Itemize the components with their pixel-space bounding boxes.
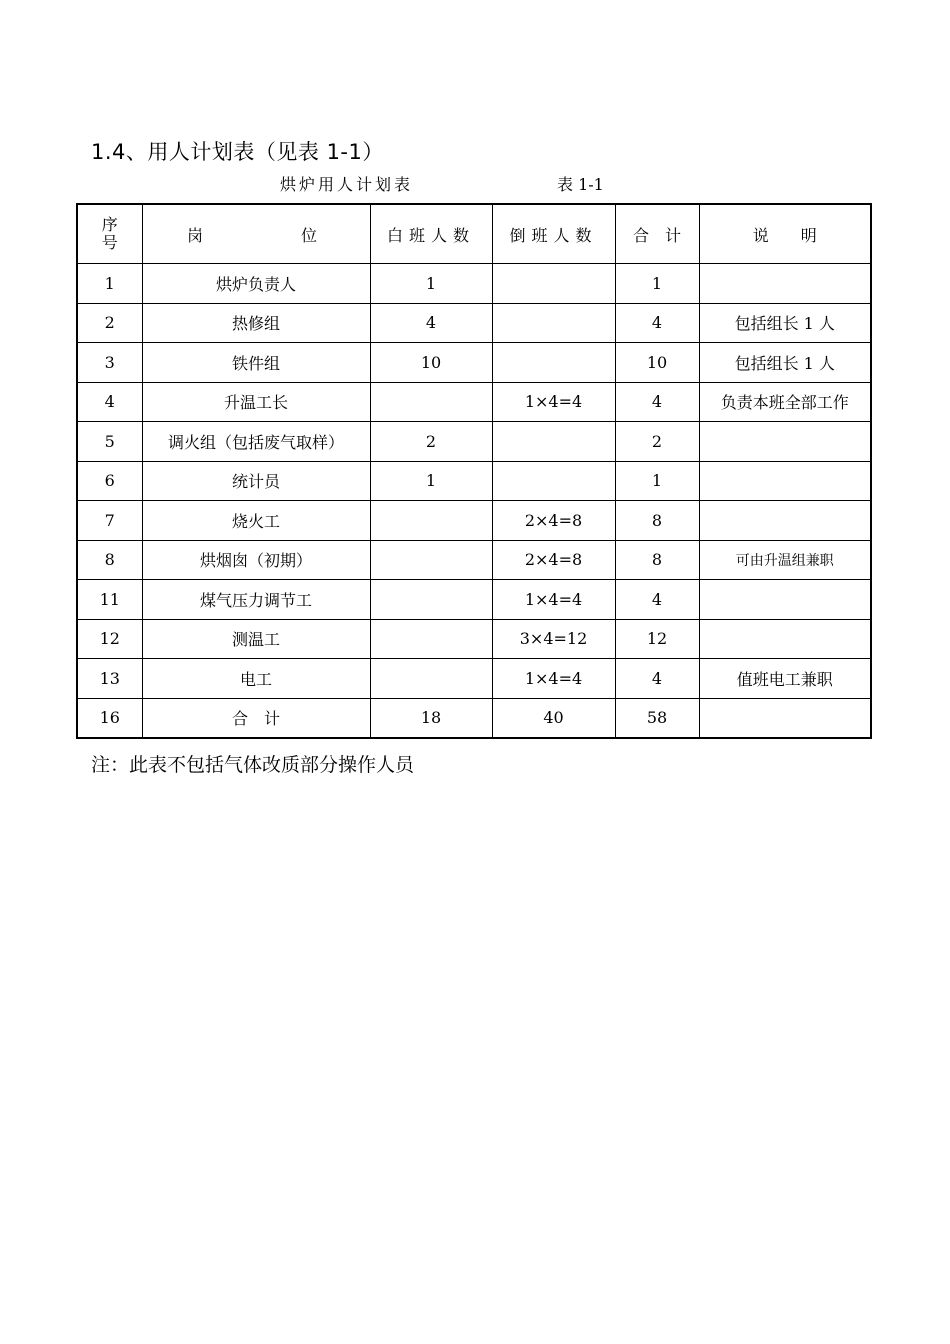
cell-remark: 负责本班全部工作 — [699, 382, 871, 422]
cell-post: 热修组 — [142, 303, 370, 343]
cell-seq: 12 — [77, 619, 142, 659]
cell-day-shift: 4 — [370, 303, 492, 343]
cell-remark — [699, 698, 871, 738]
cell-day-shift — [370, 619, 492, 659]
cell-day-shift — [370, 659, 492, 699]
cell-post: 测温工 — [142, 619, 370, 659]
cell-rotating-shift: 3×4=12 — [492, 619, 615, 659]
table-row — [77, 382, 871, 422]
cell-day-shift: 2 — [370, 422, 492, 462]
cell-seq: 5 — [77, 422, 142, 462]
cell-seq: 11 — [77, 580, 142, 620]
table-row — [77, 422, 871, 462]
cell-seq: 2 — [77, 303, 142, 343]
cell-seq: 4 — [77, 382, 142, 422]
table-caption-number: 表 1-1 — [557, 175, 604, 194]
header-post-right: 位 — [301, 225, 318, 245]
header-seq — [77, 204, 142, 264]
cell-remark — [699, 264, 871, 304]
cell-rotating-shift: 1×4=4 — [492, 382, 615, 422]
cell-total: 1 — [615, 264, 699, 304]
header-seq-line1: 序 — [101, 215, 118, 234]
cell-post: 调火组（包括废气取样） — [142, 422, 370, 462]
table-row — [77, 540, 871, 580]
cell-rotating-shift — [492, 422, 615, 462]
table-row — [77, 501, 871, 541]
cell-seq: 16 — [77, 698, 142, 738]
cell-rotating-shift: 2×4=8 — [492, 501, 615, 541]
table-body — [77, 264, 871, 739]
table-row — [77, 303, 871, 343]
table-header-row — [77, 204, 871, 264]
cell-total: 4 — [615, 659, 699, 699]
cell-post: 铁件组 — [142, 343, 370, 383]
cell-rotating-shift — [492, 303, 615, 343]
staffing-plan-table — [76, 203, 872, 739]
cell-rotating-shift: 1×4=4 — [492, 580, 615, 620]
cell-post: 统计员 — [142, 461, 370, 501]
cell-remark — [699, 461, 871, 501]
cell-rotating-shift — [492, 461, 615, 501]
cell-day-shift: 1 — [370, 461, 492, 501]
cell-rotating-shift — [492, 343, 615, 383]
cell-rotating-shift: 2×4=8 — [492, 540, 615, 580]
table-row — [77, 619, 871, 659]
cell-total: 8 — [615, 501, 699, 541]
cell-post: 合 计 — [142, 698, 370, 738]
header-remark: 说 明 — [699, 204, 871, 264]
cell-seq: 7 — [77, 501, 142, 541]
table-row — [77, 580, 871, 620]
cell-day-shift: 18 — [370, 698, 492, 738]
cell-seq: 3 — [77, 343, 142, 383]
cell-total: 2 — [615, 422, 699, 462]
cell-remark: 值班电工兼职 — [699, 659, 871, 699]
cell-remark — [699, 501, 871, 541]
cell-remark — [699, 422, 871, 462]
cell-day-shift — [370, 580, 492, 620]
header-seq-line2: 号 — [101, 233, 118, 252]
cell-day-shift: 10 — [370, 343, 492, 383]
cell-post: 烘炉负责人 — [142, 264, 370, 304]
cell-post: 煤气压力调节工 — [142, 580, 370, 620]
cell-remark: 可由升温组兼职 — [699, 540, 871, 580]
table-footnote: 注：此表不包括气体改质部分操作人员 — [91, 754, 415, 776]
cell-total: 4 — [615, 303, 699, 343]
header-post — [142, 204, 370, 264]
cell-seq: 13 — [77, 659, 142, 699]
header-total: 合 计 — [615, 204, 699, 264]
table-caption-title: 烘炉用人计划表 — [280, 175, 414, 194]
cell-post: 烧火工 — [142, 501, 370, 541]
cell-rotating-shift: 1×4=4 — [492, 659, 615, 699]
cell-total: 12 — [615, 619, 699, 659]
cell-total: 4 — [615, 382, 699, 422]
cell-total: 58 — [615, 698, 699, 738]
cell-rotating-shift: 40 — [492, 698, 615, 738]
table-total-row — [77, 698, 871, 738]
cell-total: 1 — [615, 461, 699, 501]
table-row — [77, 264, 871, 304]
cell-total: 10 — [615, 343, 699, 383]
cell-seq: 1 — [77, 264, 142, 304]
cell-remark: 包括组长 1 人 — [699, 303, 871, 343]
cell-seq: 6 — [77, 461, 142, 501]
table-row — [77, 461, 871, 501]
cell-day-shift: 1 — [370, 264, 492, 304]
cell-day-shift — [370, 382, 492, 422]
section-heading: 1.4、用人计划表（见表 1-1） — [91, 140, 384, 164]
cell-total: 4 — [615, 580, 699, 620]
header-rotating-shift: 倒班人数 — [492, 204, 615, 264]
cell-day-shift — [370, 501, 492, 541]
cell-seq: 8 — [77, 540, 142, 580]
cell-post: 烘烟囱（初期） — [142, 540, 370, 580]
table-row — [77, 343, 871, 383]
cell-post: 电工 — [142, 659, 370, 699]
cell-total: 8 — [615, 540, 699, 580]
cell-remark — [699, 619, 871, 659]
cell-remark — [699, 580, 871, 620]
cell-remark: 包括组长 1 人 — [699, 343, 871, 383]
cell-post: 升温工长 — [142, 382, 370, 422]
cell-day-shift — [370, 540, 492, 580]
header-day-shift: 白班人数 — [370, 204, 492, 264]
cell-rotating-shift — [492, 264, 615, 304]
header-post-left: 岗 — [187, 225, 204, 245]
table-row — [77, 659, 871, 699]
